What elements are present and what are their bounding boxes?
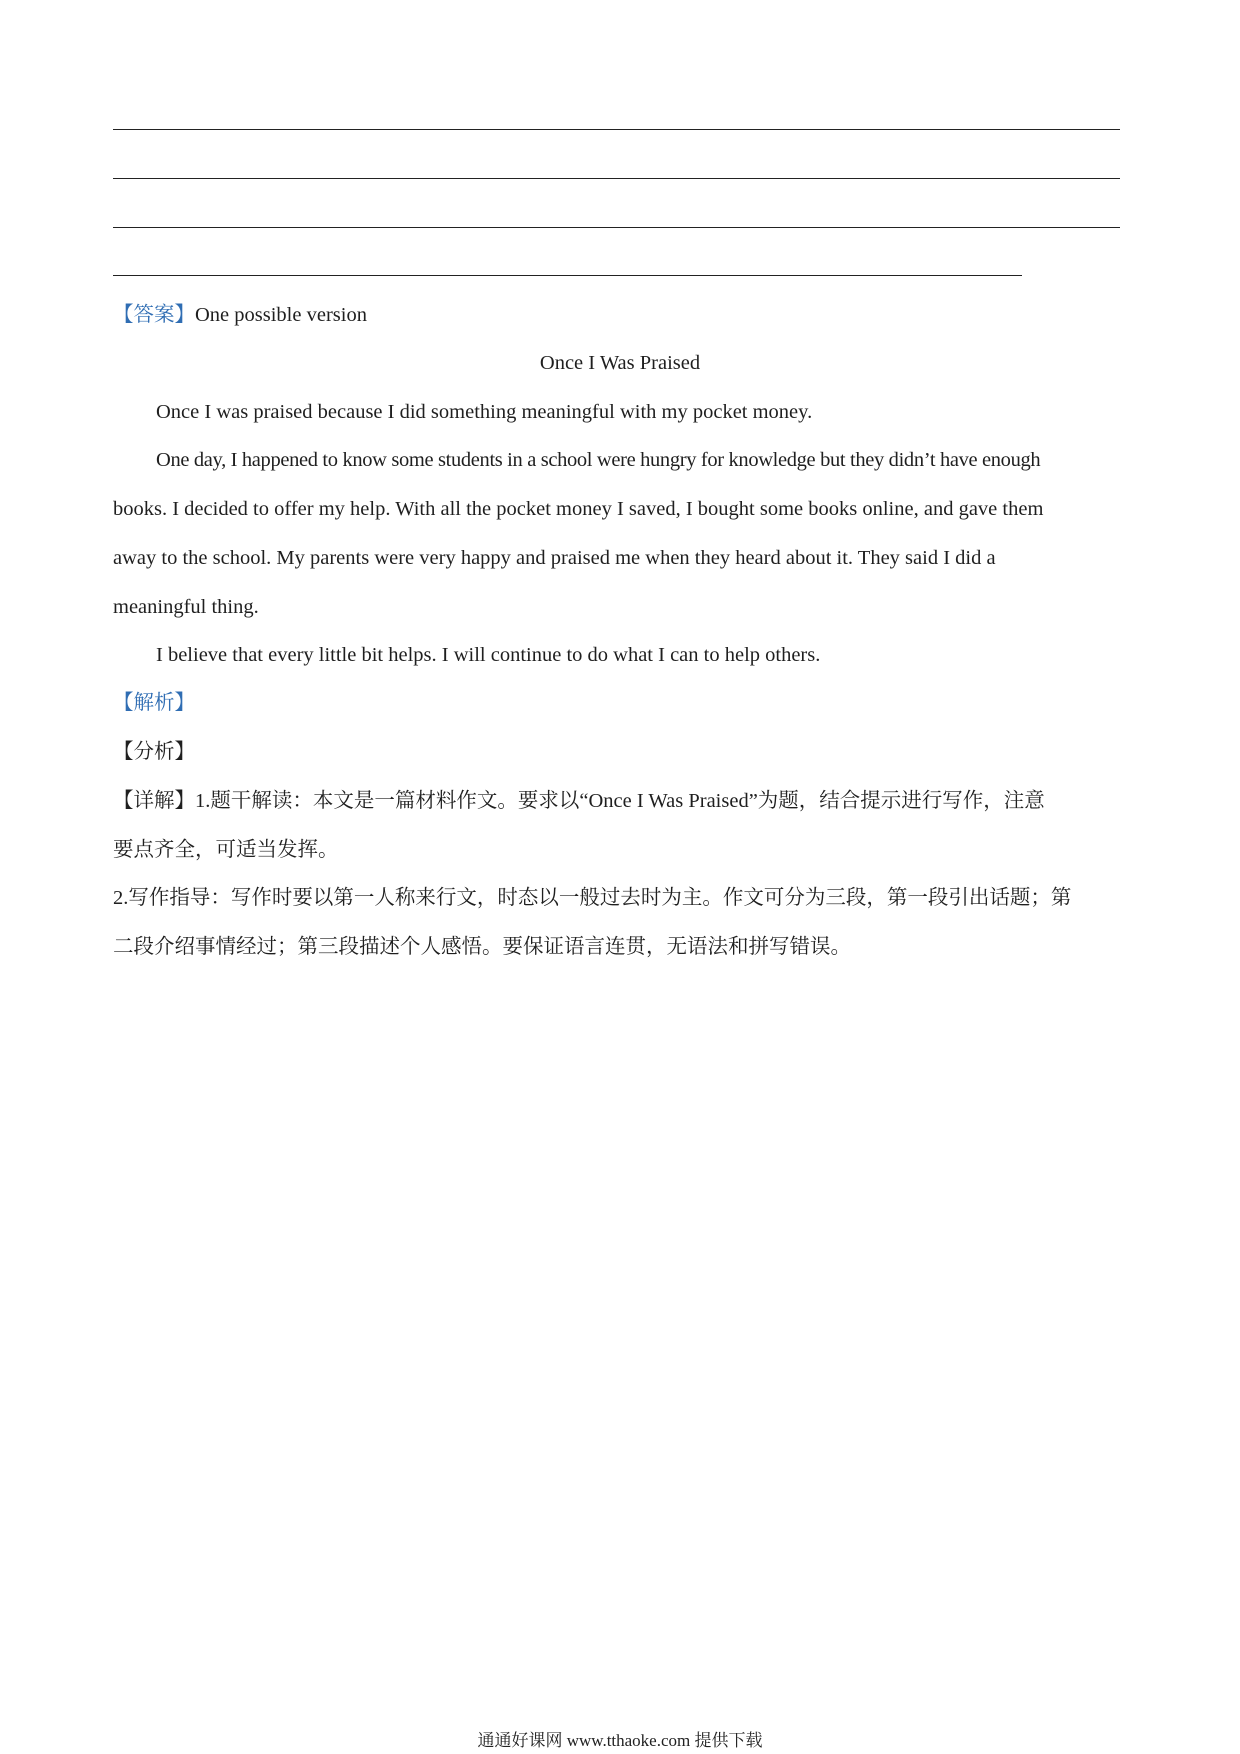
essay-paragraph-2-line-4: meaningful thing.: [113, 596, 259, 618]
essay-paragraph-3: I believe that every little bit helps. I will continue to do what I can to help others.: [156, 644, 821, 666]
essay-paragraph-2-line-1: One day, I happened to know some students in a school were hungry for knowledge but they didn’t have enough: [156, 449, 1041, 471]
analysis-label: 【解析】: [113, 692, 195, 714]
page-footer: 通通好课网 www.tthaoke.com 提供下载: [477, 1731, 763, 1750]
detail-point-1: 1.题干解读：本文是一篇材料作文。要求以“Once I Was Praised”为题，结合提示进行写作，注意: [195, 790, 1045, 812]
detail-line-1: [113, 791, 1045, 812]
essay-paragraph-2-line-3: away to the school. My parents were very happy and praised me when they heard about it. They said I did a: [113, 547, 996, 569]
writing-line-1: [113, 129, 1120, 130]
analysis-sub-label: 【分析】: [113, 741, 195, 763]
essay-paragraph-2-line-2: books. I decided to offer my help. With all the pocket money I saved, I bought some books online, and gave them: [113, 498, 1044, 520]
answer-label: 【答案】: [113, 304, 195, 326]
essay-paragraph-1: Once I was praised because I did something meaningful with my pocket money.: [156, 401, 813, 423]
detail-point-1-cont: 要点齐全，可适当发挥。: [113, 839, 339, 861]
detail-label: 【详解】: [113, 790, 195, 812]
essay-title: Once I Was Praised: [539, 352, 701, 374]
detail-point-2: 2.写作指导：写作时要以第一人称来行文，时态以一般过去时为主。作文可分为三段，第一段引出话题；第: [113, 887, 1072, 909]
answer-intro: One possible version: [195, 304, 367, 326]
writing-line-4: [113, 275, 1022, 276]
detail-point-2-cont: 二段介绍事情经过；第三段描述个人感悟。要保证语言连贯，无语法和拼写错误。: [113, 936, 851, 958]
writing-line-3: [113, 227, 1120, 228]
writing-line-2: [113, 178, 1120, 179]
answer-heading: [113, 305, 367, 326]
